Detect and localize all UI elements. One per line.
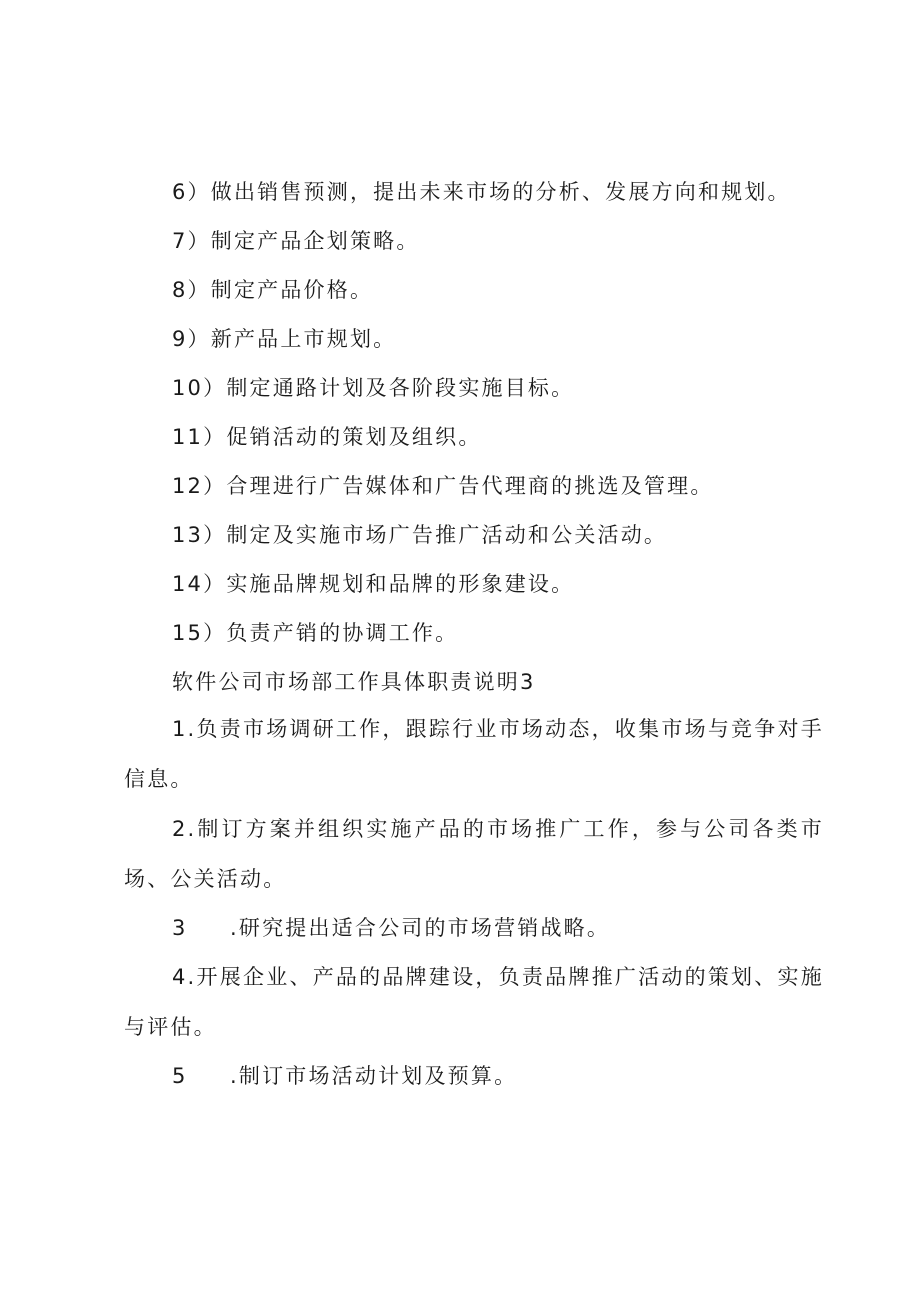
duty-item-1: 1.负责市场调研工作，跟踪行业市场动态，收集市场与竞争对手信息。 xyxy=(124,717,824,791)
list-item-12: 12）合理进行广告媒体和广告代理商的挑选及管理。 xyxy=(172,474,714,498)
section-title: 软件公司市场部工作具体职责说明3 xyxy=(172,670,536,694)
duty-item-3-number: 3 xyxy=(172,916,188,940)
duty-item-2: 2.制订方案并组织实施产品的市场推广工作，参与公司各类市场、公关活动。 xyxy=(124,817,824,891)
duty-item-5 xyxy=(124,1051,824,1101)
list-item-6: 6）做出销售预测，提出未来市场的分析、发展方向和规划。 xyxy=(172,180,791,204)
list-item-11: 11）促销活动的策划及组织。 xyxy=(172,425,482,449)
duty-item-5-text: .制订市场活动计划及预算。 xyxy=(230,1064,518,1088)
list-item-13: 13）制定及实施市场广告推广活动和公关活动。 xyxy=(172,523,668,547)
list-item-8: 8）制定产品价格。 xyxy=(172,278,374,302)
list-item-14: 14）实施品牌规划和品牌的形象建设。 xyxy=(172,572,575,596)
duty-item-3-text: .研究提出适合公司的市场营销战略。 xyxy=(230,916,611,940)
list-item-9: 9）新产品上市规划。 xyxy=(172,327,397,351)
list-item-10: 10）制定通路计划及各阶段实施目标。 xyxy=(172,376,575,400)
duty-item-4: 4.开展企业、产品的品牌建设，负责品牌推广活动的策划、实施与评估。 xyxy=(124,965,824,1039)
duty-item-3 xyxy=(124,903,824,953)
duty-item-5-number: 5 xyxy=(172,1064,188,1088)
list-item-15: 15）负责产销的协调工作。 xyxy=(172,621,459,645)
list-item-7: 7）制定产品企划策略。 xyxy=(172,229,420,253)
